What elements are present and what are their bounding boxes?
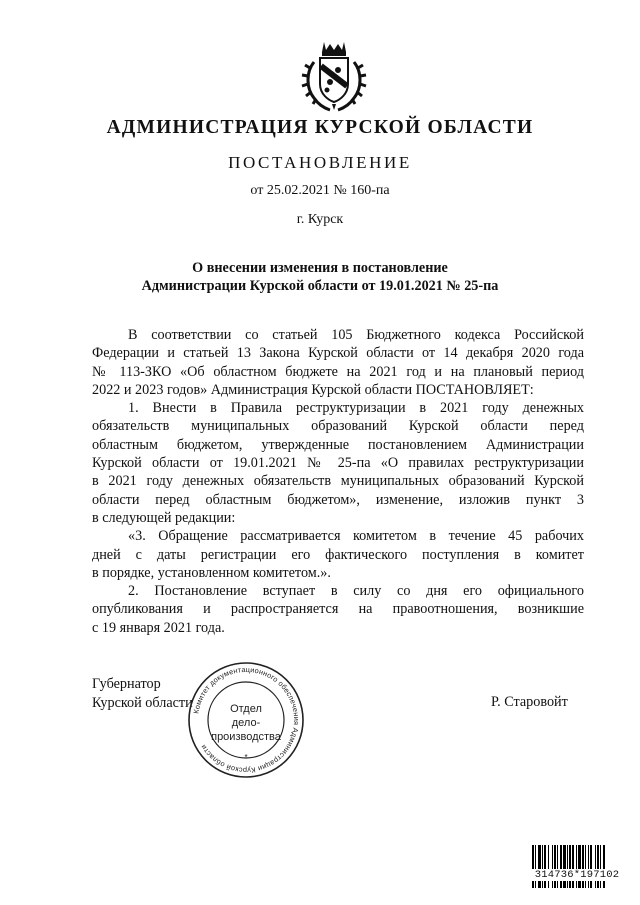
barcode-bar <box>538 845 541 888</box>
office-stamp <box>186 660 306 780</box>
barcode-bar <box>544 845 546 888</box>
document-body <box>92 326 584 637</box>
stamp-inner-line: производства <box>211 731 281 743</box>
signatory-title-line: Курской области <box>92 695 193 711</box>
body-line: опубликования и распространяется на правоотношения, возникшие <box>92 601 584 618</box>
document-number-date: от 25.02.2021 № 160-па <box>250 183 390 198</box>
barcode-bar <box>585 845 586 888</box>
barcode-bar <box>532 845 534 888</box>
stamp-inner-line: Отдел <box>230 703 262 715</box>
body-line: Федерации и статьей 13 Закона Курской области от 14 декабря 2020 года <box>92 345 584 362</box>
barcode-bar <box>588 845 589 888</box>
barcode-bar <box>595 845 596 888</box>
organization-title: АДМИНИСТРАЦИЯ КУРСКОЙ ОБЛАСТИ <box>106 117 534 138</box>
document-subject <box>0 259 640 295</box>
body-line: № 113-ЗКО «Об областном бюджете на 2021 год и на плановый период <box>92 363 584 380</box>
body-line: обязательств муниципальных образований Курской области перед <box>92 418 584 435</box>
subject-line: О внесении изменения в постановление <box>192 260 448 276</box>
barcode-bar <box>560 845 562 888</box>
stamp-ring-text: Комитет документационного обеспечения Администрации Курской области <box>191 664 302 776</box>
barcode-bar <box>597 845 599 888</box>
barcode-bar <box>578 845 581 888</box>
document-type: ПОСТАНОВЛЕНИЕ <box>228 153 412 172</box>
body-line: с 19 января 2021 года. <box>92 619 225 636</box>
barcode-bar <box>552 845 553 888</box>
signatory-title <box>92 675 193 713</box>
body-line: Курской области от 19.01.2021 № 25-па «О правилах реструктуризации <box>92 455 584 472</box>
barcode-bar <box>542 845 543 888</box>
body-line: «3. Обращение рассматривается комитетом в течение 45 рабочих <box>128 528 584 545</box>
svg-text:*: * <box>244 753 248 762</box>
barcode-bar <box>576 845 577 888</box>
document-barcode <box>532 845 622 888</box>
body-line: области перед областным бюджетом», изменение, изложив пункт 3 <box>92 491 584 508</box>
barcode-bar <box>569 845 571 888</box>
barcode-bar <box>590 845 592 888</box>
body-line: в следующей редакции: <box>92 509 236 526</box>
barcode-number: 314736*197102 <box>532 869 622 881</box>
subject-line: Администрации Курской области от 19.01.2021 № 25-па <box>141 278 499 294</box>
barcode-bar <box>554 845 556 888</box>
body-line: областным бюджетом, утвержденные постановлением Администрации <box>92 436 584 453</box>
body-line: в 2021 году денежных обязательств муниципальных образований Курской <box>92 473 584 490</box>
body-line: 2022 и 2023 годов» Администрация Курской области ПОСТАНОВЛЯЕТ: <box>92 381 534 398</box>
document-city: г. Курск <box>296 212 344 227</box>
signatory-name: Р. Старовойт <box>491 694 568 710</box>
barcode-bar <box>563 845 566 888</box>
body-line: 2. Постановление вступает в силу со дня его официального <box>128 583 584 600</box>
stamp-inner-line: дело- <box>231 717 261 729</box>
barcode-bar <box>572 845 574 888</box>
barcode-bar <box>600 845 601 888</box>
barcode-bar <box>603 845 605 888</box>
signatory-title-line: Губернатор <box>92 676 161 692</box>
body-line: дней с даты регистрации его фактического поступления в комитет <box>92 546 584 563</box>
body-line: В соответствии со статьей 105 Бюджетного кодекса Российской <box>128 327 584 343</box>
kursk-coat-of-arms-icon <box>300 38 368 112</box>
barcode-bar <box>548 845 549 888</box>
body-line: в порядке, установленном комитетом.». <box>92 564 331 581</box>
barcode-bar <box>557 845 558 888</box>
barcode-bar <box>567 845 568 888</box>
barcode-bar <box>535 845 536 888</box>
barcode-bar <box>582 845 584 888</box>
body-line: 1. Внести в Правила реструктуризации в 2021 году денежных <box>128 400 584 417</box>
